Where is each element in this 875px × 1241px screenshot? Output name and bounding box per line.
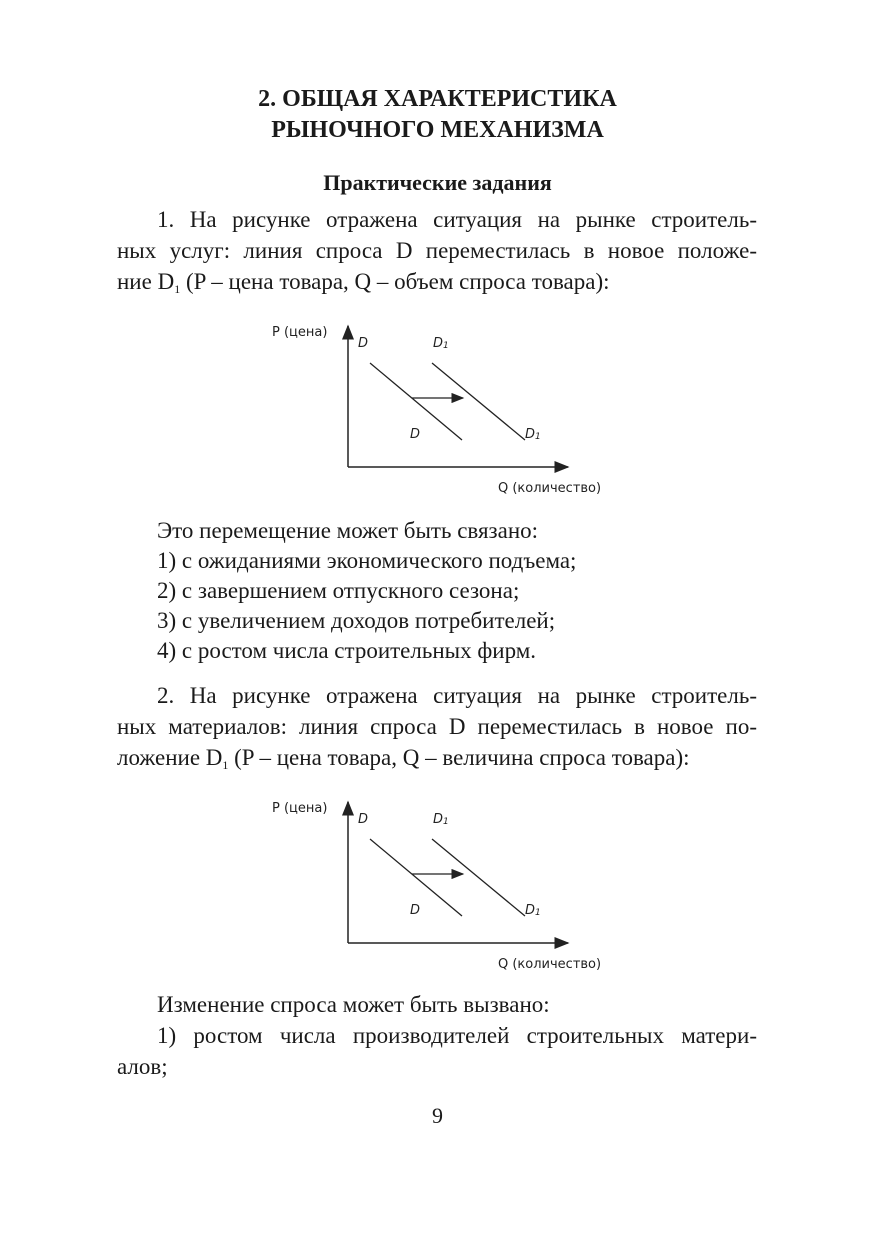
demand-curve-d1 [432,363,525,440]
task1-question: Это перемещение может быть связано: [157,518,539,543]
curve-d1-top-sub: 1 [443,341,449,351]
x-axis-label: Q (количество) [498,957,602,972]
curve-d1-bottom-label [525,427,541,442]
task2-option-1 [117,1020,757,1082]
demand-shift-figure-1 [260,318,620,498]
curve-d1-bottom-label [525,903,541,918]
task2-line3 [117,742,757,773]
task2-option-1-line1: 1) ростом числа производителей строительных матери- [157,1023,757,1048]
task2-line3-sub: 1 [222,758,229,772]
section-title-line1: 2. ОБЩАЯ ХАРАКТЕРИСТИКА [258,86,617,112]
task2-line3-a: ложение D [117,745,223,770]
demand-curve-d1 [432,839,525,916]
task2-paragraph [117,680,757,773]
demand-shift-chart-1 [260,318,620,498]
task1-line3-sub: 1 [174,282,181,296]
curve-d1-top-letter: D [433,812,444,827]
task2-question: Изменение спроса может быть вызвано: [157,992,550,1017]
curve-d1-top-label [433,336,449,351]
y-axis-label: P (цена) [272,325,328,340]
page-number: 9 [432,1103,443,1128]
task1-line3-b: (P – цена товара, Q – объем спроса товара): [180,269,610,294]
task1-option-4: 4) с ростом числа строительных фирм. [157,638,537,663]
task1-option-2: 2) с завершением отпускного сезона; [157,578,520,603]
demand-shift-figure-2 [260,794,620,974]
curve-d1-top-sub: 1 [443,817,449,827]
curve-d1-bottom-sub: 1 [535,432,541,442]
task1-line2: ных услуг: линия спроса D переместилась в новое положе- [117,238,757,263]
task2-line3-b: (P – цена товара, Q – величина спроса товара): [228,745,690,770]
task2-line2: ных материалов: линия спроса D переместилась в новое по- [117,714,757,739]
section-title-line2: РЫНОЧНОГО МЕХАНИЗМА [271,117,604,143]
task1-option-1: 1) с ожиданиями экономического подъема; [157,548,577,573]
task1-option-3: 3) с увеличением доходов потребителей; [157,608,556,633]
subtitle: Практические задания [323,170,552,195]
task1-line1: 1. На рисунке отражена ситуация на рынке строитель- [157,207,757,232]
task1-line3 [117,266,757,297]
section-title [0,84,875,146]
curve-d1-top-letter: D [433,336,444,351]
task1-line3-a: ние D [117,269,175,294]
demand-shift-chart-2 [260,794,620,974]
task1-list [157,516,576,666]
curve-d1-bottom-letter: D [525,903,536,918]
curve-d-bottom-label: D [410,427,421,442]
task2-option-1-line2: алов; [117,1054,168,1079]
x-axis-label: Q (количество) [498,481,602,496]
task1-paragraph [117,204,757,297]
curve-d-bottom-label: D [410,903,421,918]
curve-d1-bottom-sub: 1 [535,908,541,918]
curve-d-top-label: D [358,336,369,351]
y-axis-label: P (цена) [272,801,328,816]
task2-line1: 2. На рисунке отражена ситуация на рынке строитель- [157,683,757,708]
curve-d-top-label: D [358,812,369,827]
curve-d1-bottom-letter: D [525,427,536,442]
curve-d1-top-label [433,812,449,827]
